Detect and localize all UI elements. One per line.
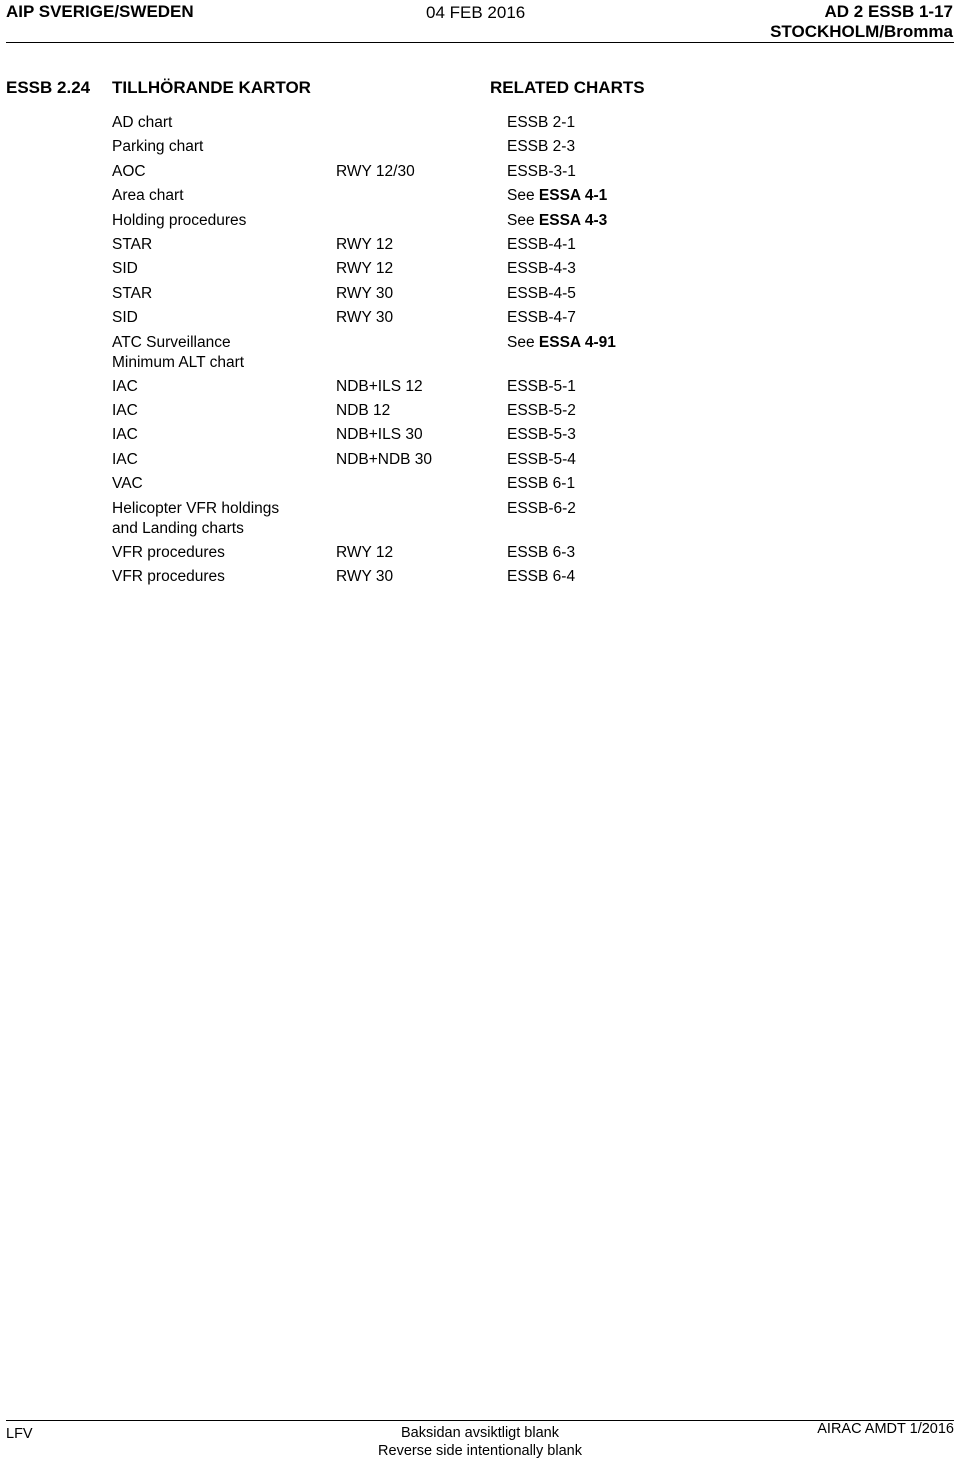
chart-name-line: AOC	[112, 162, 146, 180]
chart-name	[112, 137, 203, 157]
chart-name	[112, 186, 184, 206]
chart-specification: RWY 30	[336, 309, 394, 327]
chart-reference	[507, 333, 616, 353]
chart-specification: NDB 12	[336, 402, 391, 419]
chart-specification: NDB+ILS 30	[336, 426, 423, 444]
chart-reference	[507, 474, 575, 494]
chart-name	[112, 308, 138, 328]
footer-organisation: LFV	[6, 1426, 33, 1442]
chart-reference-number: ESSA 4-3	[538, 211, 608, 229]
chart-reference-number: ESSB-5-1	[507, 377, 576, 395]
chart-name-line: IAC	[112, 426, 138, 444]
chart-reference-number: ESSB-6-2	[507, 499, 576, 517]
page-reference: AD 2 ESSB 1-17	[824, 2, 953, 21]
chart-reference-number: ESSB 2-1	[507, 114, 576, 131]
publication-date: 04 FEB 2016	[426, 3, 526, 22]
chart-reference-number: ESSA 4-91	[538, 333, 616, 351]
chart-reference	[507, 543, 575, 563]
chart-reference	[507, 377, 576, 397]
chart-name-line: VAC	[112, 475, 143, 493]
section-title-english: RELATED CHARTS	[490, 78, 645, 97]
chart-name-line: IAC	[112, 450, 138, 468]
footer-blank-notice-en: Reverse side intentionally blank	[378, 1443, 582, 1459]
chart-name	[112, 333, 244, 373]
chart-reference	[507, 211, 607, 231]
chart-reference	[507, 401, 576, 421]
chart-name-line: and Landing charts	[112, 519, 244, 537]
chart-reference	[507, 425, 576, 445]
section-number: ESSB 2.24	[6, 78, 91, 97]
chart-name	[112, 567, 225, 587]
chart-reference-number: ESSB-4-7	[507, 309, 576, 327]
chart-name-line: Minimum ALT chart	[112, 353, 245, 371]
chart-reference-number: ESSA 4-1	[538, 187, 608, 205]
chart-name-line: VFR procedures	[112, 543, 225, 561]
chart-reference-number: ESSB 2-3	[507, 138, 576, 156]
chart-reference-prefix: See	[507, 211, 539, 229]
chart-reference	[507, 308, 576, 328]
chart-reference-number: ESSB-5-4	[507, 450, 576, 468]
chart-reference-number: ESSB 6-1	[507, 475, 576, 493]
chart-reference	[507, 450, 576, 470]
chart-name	[112, 211, 246, 231]
chart-reference	[507, 259, 576, 279]
chart-reference-number: ESSB 6-3	[507, 543, 576, 561]
chart-specification: RWY 30	[336, 568, 394, 585]
section-title-swedish: TILLHÖRANDE KARTOR	[112, 78, 311, 97]
chart-name-line: Parking chart	[112, 138, 204, 156]
chart-specification: RWY 12	[336, 260, 394, 278]
chart-specification: NDB+NDB 30	[336, 450, 433, 468]
chart-name	[112, 425, 138, 445]
chart-reference	[507, 186, 607, 206]
chart-name-line: STAR	[112, 284, 153, 302]
chart-reference-number: ESSB-4-1	[507, 236, 576, 253]
chart-reference-number: ESSB-5-3	[507, 426, 576, 444]
chart-reference-number: ESSB-4-3	[507, 260, 576, 278]
chart-reference	[507, 567, 575, 587]
chart-name-line: VFR procedures	[112, 568, 225, 585]
chart-name-line: ATC Surveillance	[112, 333, 231, 351]
chart-name-line: STAR	[112, 236, 153, 253]
chart-name	[112, 162, 146, 182]
chart-reference	[507, 284, 576, 304]
chart-name	[112, 499, 279, 539]
chart-specification: NDB+ILS 12	[336, 377, 423, 395]
aerodrome-name: STOCKHOLM/Bromma	[770, 22, 953, 41]
chart-reference	[507, 235, 576, 255]
chart-name	[112, 235, 152, 255]
chart-reference-number: ESSB 6-4	[507, 568, 576, 585]
chart-name-line: Area chart	[112, 187, 184, 205]
chart-reference	[507, 137, 575, 157]
chart-name-line: IAC	[112, 402, 138, 419]
chart-specification: RWY 12	[336, 543, 394, 561]
publication-title: AIP SVERIGE/SWEDEN	[6, 2, 194, 21]
chart-name	[112, 543, 225, 563]
chart-name-line: SID	[112, 260, 138, 278]
chart-name-line: SID	[112, 309, 138, 327]
chart-reference-prefix: See	[507, 187, 539, 205]
chart-name	[112, 450, 138, 470]
chart-name-line: Helicopter VFR holdings	[112, 499, 280, 517]
chart-specification: RWY 12/30	[336, 162, 415, 180]
chart-name-line: AD chart	[112, 114, 173, 131]
chart-reference	[507, 499, 576, 519]
chart-name-line: IAC	[112, 377, 138, 395]
chart-reference-number: ESSB-5-2	[507, 402, 576, 419]
header-rule	[6, 42, 954, 43]
chart-specification: RWY 30	[336, 284, 394, 302]
chart-name	[112, 113, 172, 133]
chart-reference-prefix: See	[507, 333, 539, 351]
footer-rule	[6, 1420, 954, 1421]
chart-name-line: Holding procedures	[112, 211, 247, 229]
chart-name	[112, 259, 138, 279]
chart-reference	[507, 113, 575, 133]
footer-amendment: AIRAC AMDT 1/2016	[817, 1421, 954, 1437]
chart-specification: RWY 12	[336, 236, 394, 253]
footer-blank-notice-sv: Baksidan avsiktligt blank	[401, 1425, 559, 1441]
chart-name	[112, 377, 138, 397]
chart-name	[112, 474, 143, 494]
chart-reference	[507, 162, 576, 182]
chart-name	[112, 284, 152, 304]
chart-reference-number: ESSB-4-5	[507, 284, 576, 302]
chart-reference-number: ESSB-3-1	[507, 162, 576, 180]
chart-name	[112, 401, 138, 421]
